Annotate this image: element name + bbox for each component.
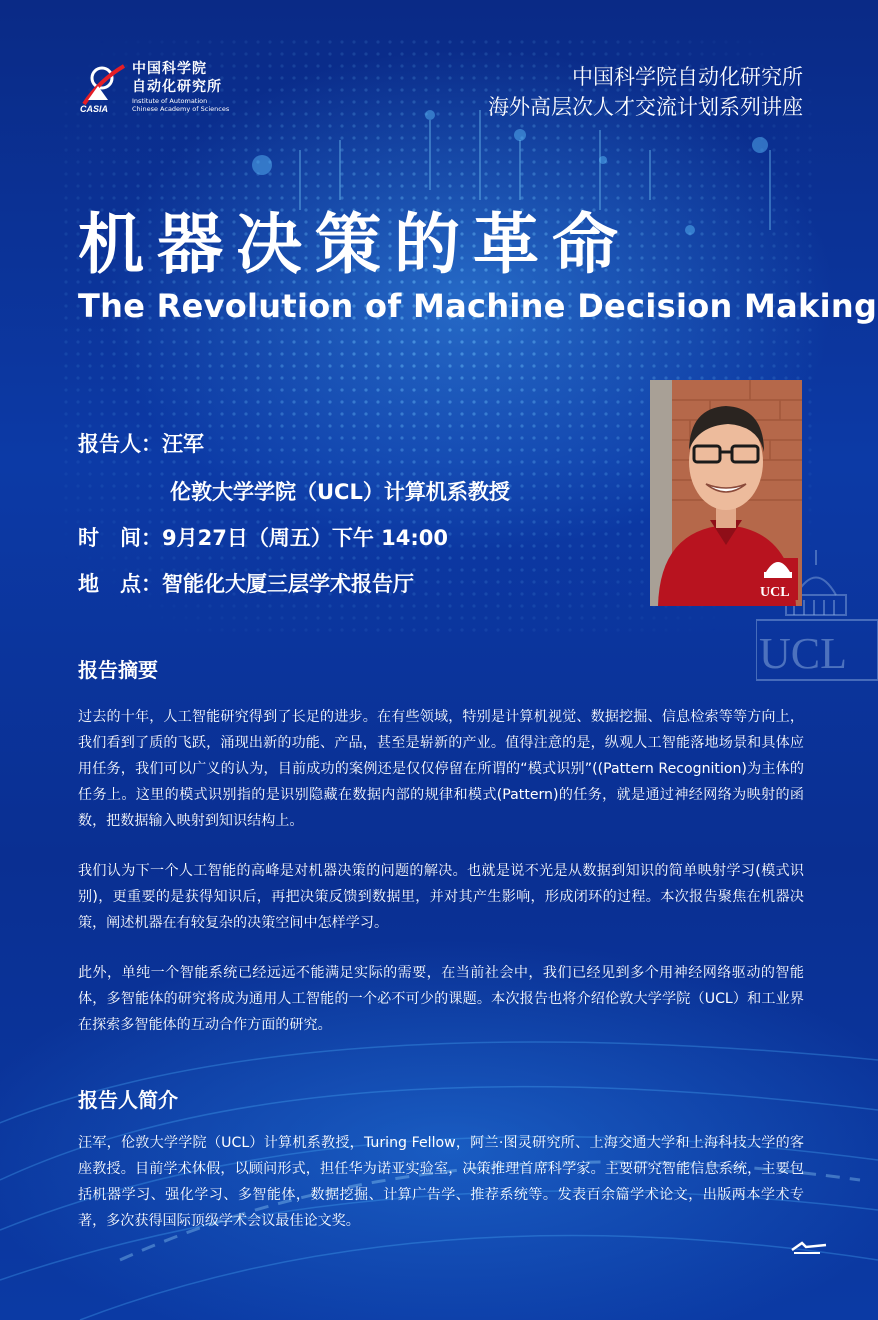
abstract-heading: 报告摘要 bbox=[78, 658, 158, 682]
page-title-en: The Revolution of Machine Decision Making bbox=[78, 287, 878, 325]
abstract-paragraph-1: 过去的十年，人工智能研究得到了长足的进步。在有些领域，特别是计算机视觉、数据挖掘、信息检索等等方向上，我们看到了质的飞跃，涌现出新的功能、产品，甚至是崭新的产业。值得注意的是，纵观人工智能落地场景和具体应用任务，我们可以广义的认为，目前成功的案例还是仅仅停留在所谓的“模式识别”((Pattern Recognition)为主体的任务上。这里的模式识别指的是识别隐藏在数据内部的规律和模式(Pattern)的任务，就是通过神经网络为映射的函数，把数据输入映射到知识结构上。 bbox=[78, 709, 804, 829]
bio-heading: 报告人简介 bbox=[78, 1088, 178, 1112]
institute-name-en: Institute of Automation Chinese Academy of Sciences bbox=[132, 97, 230, 113]
decorative-mark-icon bbox=[790, 1240, 828, 1254]
institute-logo bbox=[78, 58, 253, 118]
abstract-paragraph-3: 此外，单纯一个智能系统已经远远不能满足实际的需要，在当前社会中，我们已经见到多个用神经网络驱动的智能体，多智能体的研究将成为通用人工智能的一个必不可少的课题。本次报告也将介绍伦敦大学学院（UCL）和工业界在探索多智能体的互动合作方面的研究。 bbox=[78, 965, 804, 1033]
speaker-line: 报告人：汪军 bbox=[78, 432, 204, 456]
institute-name-cn: 中国科学院 自动化研究所 bbox=[132, 61, 222, 95]
watermark-text: UCL bbox=[759, 629, 847, 678]
series-line-2: 海外高层次人才交流计划系列讲座 bbox=[488, 95, 803, 119]
place-line: 地 点：智能化大厦三层学术报告厅 bbox=[78, 572, 414, 596]
bio-paragraph: 汪军，伦敦大学学院（UCL）计算机系教授，Turing Fellow，阿兰·图灵研究所、上海交通大学和上海科技大学的客座教授。目前学术休假，以顾问形式，担任华为诺亚实验室，决策推理首席科学家。主要研究智能信息系统，主要包括机器学习、强化学习、多智能体，数据挖掘、计算广告学、推荐系统等。发表百余篇学术论文，出版两本学术专著，多次获得国际顶级学术会议最佳论文奖。 bbox=[78, 1135, 804, 1229]
casia-emblem-icon bbox=[78, 60, 132, 116]
affiliation-line: 伦敦大学学院（UCL）计算机系教授 bbox=[170, 480, 510, 504]
speaker-portrait bbox=[650, 380, 802, 606]
logo-abbr: CASIA bbox=[80, 104, 109, 114]
series-line-1: 中国科学院自动化研究所 bbox=[572, 65, 803, 89]
speaker-photo bbox=[650, 380, 802, 606]
lecture-series bbox=[488, 62, 803, 122]
photo-badge-text: UCL bbox=[760, 585, 790, 600]
abstract-paragraph-2: 我们认为下一个人工智能的高峰是对机器决策的问题的解决。也就是说不光是从数据到知识的简单映射学习(模式识别)，更重要的是获得知识后，再把决策反馈到数据里，并对其产生影响，形成闭环的过程。本次报告聚焦在机器决策，阐述机器在有较复杂的决策空间中怎样学习。 bbox=[78, 863, 804, 931]
page-title-cn: 机器决策的革命 bbox=[78, 206, 631, 283]
time-line: 时 间：9月27日（周五）下午 14:00 bbox=[78, 526, 448, 550]
